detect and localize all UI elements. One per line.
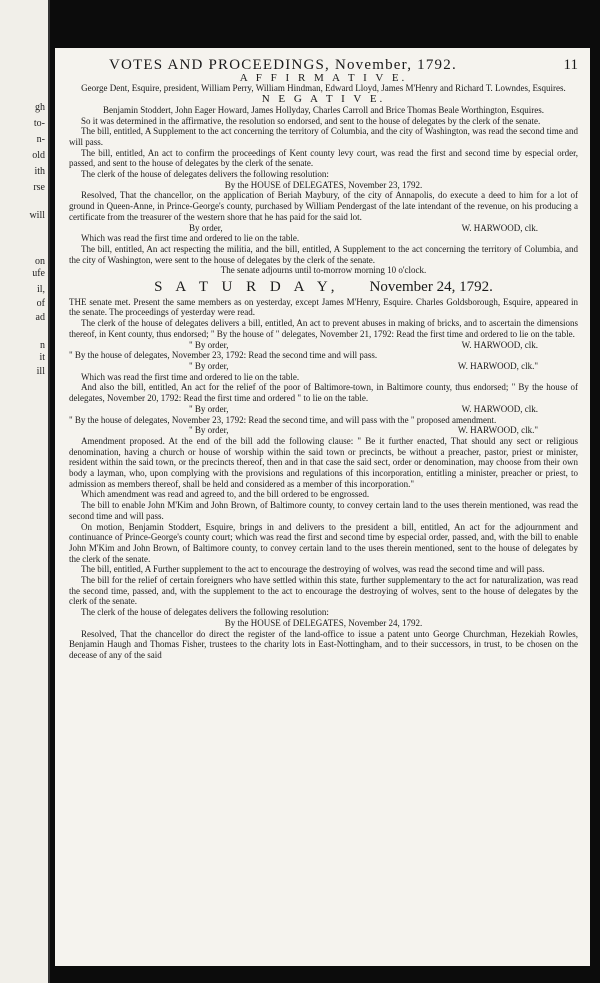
negative-heading: N E G A T I V E. <box>261 93 386 106</box>
paragraph: The bill for the relief of certain foreigners who have settled within this state, further supplementary to the act for naturalization, was read the second time, passed, and, with the supplement to the act to encourage the destroying of wolves, sent to the house of delegates by the clerk of the senate. <box>69 575 578 607</box>
by-order: " By order, <box>189 425 229 436</box>
adjacent-page-fragment <box>0 0 50 983</box>
by-order-line <box>69 425 578 436</box>
paragraph: Which was read the first time and ordered to lie on the table. <box>81 233 300 244</box>
margin-fragment: gh <box>35 102 45 113</box>
paragraph: The bill to enable John M'Kim and John Brown, of Baltimore county, to convey certain land to the uses therein mentioned, was read the second time and will pass. <box>69 500 578 521</box>
page-title: VOTES AND PROCEEDINGS, November, 1792. <box>109 57 457 73</box>
margin-fragment: will <box>29 210 45 221</box>
paragraph: " By the house of delegates, November 23, 1792: Read the second time and will pass. <box>69 350 378 361</box>
paragraph: Amendment proposed. At the end of the bill add the following clause: " Be it further enacted, That should any sect or religious denomination, having a church or house of worship within the said town or precincts, be without a preacher, pastor, priest or minister, resident within the said town, or the precincts thereof, then and in that case the said sect, order or denomination, may choose from their own body a layman, who, upon complying with the provisions and regulations of this incorporation, entitling a minister, preacher or priest, to admission as members thereof, shall be held and considered as a member of this incorporation." <box>69 435 578 489</box>
margin-fragment: it <box>39 352 45 363</box>
clerk-signature: W. HARWOOD, clk. <box>461 222 538 233</box>
margin-fragment: ad <box>35 312 45 323</box>
margin-fragment: ufe <box>32 268 45 279</box>
by-order-line <box>69 404 578 415</box>
clerk-signature: W. HARWOOD, clk. <box>461 339 538 350</box>
paragraph: The bill, entitled, An act to confirm the proceedings of Kent county levy court, was read the first and second time by especial order, passed, and sent to the house of delegates by the clerk of the senate. <box>69 147 578 169</box>
by-order-line <box>69 340 578 351</box>
resolution-text: Resolved, That the chancellor, on the application of Beriah Maybury, of the city of Annapolis, do execute a deed to him for a lot of ground in Queen-Anne, in Prince-George's county, purchased by William Pendergast of the late intendant of the revenue, on his producing a certificate from the treasurer of the western shore that he has paid for the said lot. <box>69 190 578 222</box>
paragraph: The clerk of the house of delegates delivers a bill, entitled, An act to prevent abuses in making of bricks, and to ascertain the dimensions thereof, in Kent county, thus endorsed; " By the house of " delegates, November 21, 1792: Read the first time and ordered to lie on the table. <box>69 318 578 339</box>
paragraph: " By the house of delegates, November 23, 1792: Read the second time, and will pass with the " proposed amendment. <box>69 414 497 425</box>
resolution-heading: By the HOUSE of DELEGATES, November 23, 1792. <box>224 179 423 190</box>
affirmative-heading: A F F I R M A T I V E. <box>239 71 408 84</box>
page-number: 11 <box>563 57 578 73</box>
paragraph: And also the bill, entitled, An act for the relief of the poor of Baltimore-town, in Baltimore county, thus endorsed; " By the house of delegates, November 20, 1792: Read the first time and ordered " to lie on the table. <box>69 382 578 404</box>
margin-fragment: il, <box>36 284 45 295</box>
by-order-line <box>69 223 578 234</box>
adjournment-note: The senate adjourns until to-morrow morning 10 o'clock. <box>220 265 427 276</box>
paragraph: THE senate met. Present the same members as on yesterday, except James M'Henry, Esquire. Charles Goldsborough, Esquire, appeared in the senate. The proceedings of yesterday were read. <box>69 296 578 318</box>
margin-fragment: ill <box>36 366 45 377</box>
margin-fragment: on <box>35 256 45 267</box>
paragraph: On motion, Benjamin Stoddert, Esquire, brings in and delivers to the president a bill, entitled, An act for the adjournment and continuance of Prince-George's county court; which was read the first and second time by especial order, passed, and, with the bill to enable John M'Kim and John Brown, of Baltimore county, to convey certain land to the uses therein mentioned, sent to the house of delegates by the clerk of the senate. <box>69 521 578 564</box>
paragraph: The bill, entitled, An act respecting the militia, and the bill, entitled, A Supplement to the act concerning the territory of Columbia, and the city of Washington, were sent to the house of delegates by the clerk of the senate. <box>69 243 578 265</box>
negative-names: Benjamin Stoddert, John Eager Howard, James Hollyday, Charles Carroll and Brice Thomas Beale Worthington, Esquires. <box>102 104 545 115</box>
page-header <box>109 57 578 73</box>
clerk-signature: W. HARWOOD, clk. <box>461 403 538 414</box>
section-date: November 24, 1792. <box>369 279 493 296</box>
paragraph: Which amendment was read and agreed to, and the bill ordered to be engrossed. <box>81 489 370 500</box>
paragraph: The bill, entitled, A Further supplement to the act to encourage the destroying of wolves, was read the second time and will pass. <box>81 564 545 575</box>
margin-fragment: ith <box>34 166 45 177</box>
margin-fragment: of <box>36 298 45 309</box>
section-day: S A T U R D A Y, <box>154 279 340 296</box>
paragraph: So it was determined in the affirmative, the resolution so endorsed, and sent to the house of delegates by the clerk of the senate. <box>81 115 541 126</box>
margin-fragment: old <box>32 150 45 161</box>
document-page <box>55 48 590 966</box>
margin-fragment: n <box>40 340 45 351</box>
by-order-line <box>69 361 578 372</box>
clerk-signature: W. HARWOOD, clk." <box>457 425 538 436</box>
paragraph: The clerk of the house of delegates delivers the following resolution: <box>81 607 329 618</box>
paragraph: The clerk of the house of delegates delivers the following resolution: <box>81 169 329 180</box>
affirmative-names: George Dent, Esquire, president, William Perry, William Hindman, Edward Lloyd, James M'Henry and Richard T. Lowndes, Esquires. <box>81 83 566 94</box>
paragraph: Which was read the first time and ordered to lie on the table. <box>81 371 300 382</box>
section-heading-saturday <box>69 279 578 296</box>
by-order: " By order, <box>189 339 229 350</box>
by-order: " By order, <box>189 360 229 371</box>
margin-fragment: rse <box>33 182 45 193</box>
by-order: " By order, <box>189 403 229 414</box>
resolution-heading: By the HOUSE of DELEGATES, November 24, 1792. <box>224 617 423 628</box>
margin-fragment: n- <box>36 134 45 145</box>
margin-fragment: to- <box>33 118 45 129</box>
resolution-text: Resolved, That the chancellor do direct the register of the land-office to issue a patent unto George Churchman, Hezekiah Rowles, Benjamin Haugh and Thomas Fisher, trustees to the charity lots in East-Nottingham, and to their successors, in trust, to be chosen on the decease of any of the said <box>69 628 578 660</box>
paragraph: The bill, entitled, A Supplement to the act concerning the territory of Columbia, and the city of Washington, was read the second time and will pass. <box>69 126 578 147</box>
clerk-signature: W. HARWOOD, clk." <box>457 360 538 371</box>
by-order: By order, <box>189 222 223 233</box>
